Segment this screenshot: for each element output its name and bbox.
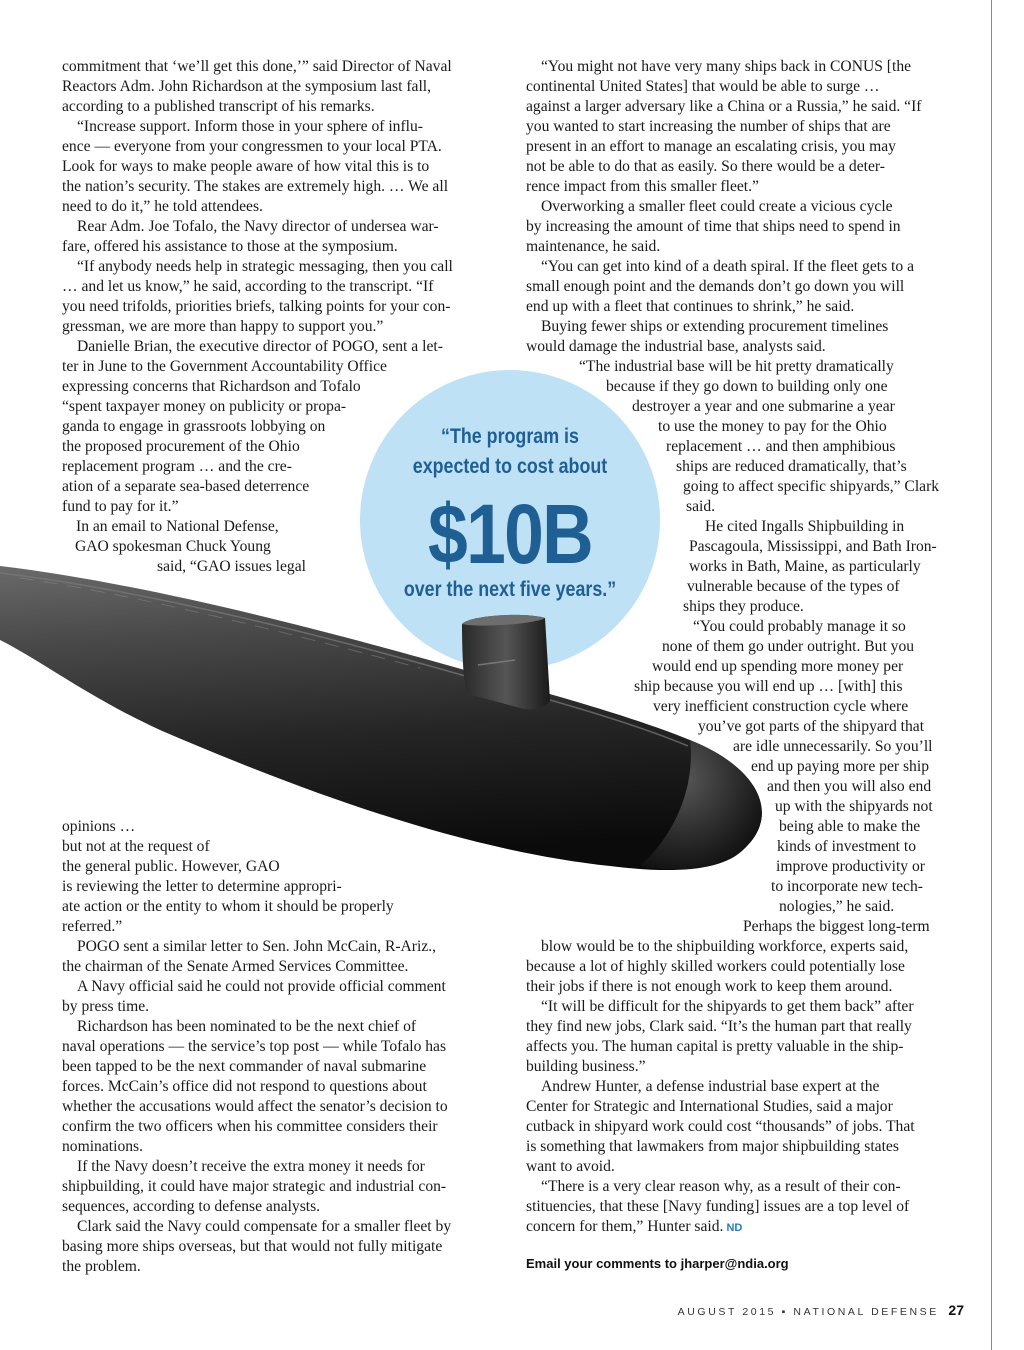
page-number: 27 (948, 1302, 964, 1318)
nd-end-mark: ND (726, 1222, 743, 1234)
text-line: Pascagoula, Mississippi, and Bath Iron- (689, 538, 937, 555)
text-line: by press time. (62, 998, 150, 1015)
text-line: affects you. The human capital is pretty valuable in the ship- (526, 1038, 904, 1055)
text-line: want to avoid. (526, 1158, 615, 1175)
text-line: ganda to engage in grassroots lobbying on (62, 418, 326, 435)
text-line: being able to make the (779, 818, 921, 835)
text-line: need to do it,” he told attendees. (62, 198, 263, 215)
text-line: small enough point and the demands don’t go down you will (526, 278, 905, 295)
pull-quote-figure: $10B (428, 487, 592, 581)
text-line: “There is a very clear reason why, as a result of their con- (541, 1178, 901, 1195)
text-line: commitment that ‘we’ll get this done,’” said Director of Naval (62, 58, 452, 75)
footer-publication: AUGUST 2015 ▪ NATIONAL DEFENSE (677, 1306, 939, 1318)
text-line: Buying fewer ships or extending procurement timelines (541, 318, 889, 335)
text-line: stituencies, that these [Navy funding] issues are a top level of (526, 1198, 910, 1215)
text-line: Danielle Brian, the executive director of POGO, sent a let- (77, 338, 443, 355)
text-line: going to affect specific shipyards,” Clark (683, 478, 940, 495)
text-line: according to a published transcript of his remarks. (62, 98, 375, 115)
text-line: referred.” (62, 918, 123, 935)
pull-quote-line-1: “The program is (441, 425, 579, 448)
text-line-content: concern for them,” Hunter said. (526, 1218, 724, 1235)
text-line: by increasing the amount of time that ships need to spend in (526, 218, 901, 235)
text-line: blow would be to the shipbuilding workforce, experts said, (541, 938, 909, 955)
text-line: kinds of investment to (777, 838, 917, 855)
text-line: are idle unnecessarily. So you’ll (733, 738, 933, 755)
text-line: you need trifolds, priorities briefs, talking points for your con- (62, 298, 451, 315)
text-line: said, “GAO issues legal (157, 558, 306, 575)
text-line: end up with a fleet that continues to shrink,” he said. (526, 298, 855, 315)
text-line: GAO spokesman Chuck Young (75, 538, 271, 555)
submarine-sail (462, 615, 550, 709)
text-line: ships are reduced dramatically, that’s (676, 458, 907, 475)
text-line: “If anybody needs help in strategic messaging, then you call (77, 258, 453, 275)
email-comments-line: Email your comments to jharper@ndia.org (526, 1256, 789, 1271)
text-line: and then you will also end (767, 778, 932, 795)
pull-quote-line-3: over the next five years.” (403, 578, 617, 601)
text-line: confirm the two officers when his committee considers their (62, 1118, 438, 1135)
text-line: you’ve got parts of the shipyard that (698, 718, 925, 735)
text-line: very inefficient construction cycle where (653, 698, 909, 715)
text-line: A Navy official said he could not provide official comment (77, 978, 446, 995)
text-line: POGO sent a similar letter to Sen. John McCain, R-Ariz., (77, 938, 437, 955)
text-line: “You could probably manage it so (693, 618, 906, 635)
text-line: vulnerable because of the types of (687, 578, 900, 595)
text-line: Clark said the Navy could compensate for a smaller fleet by (77, 1218, 452, 1235)
text-line: said. (686, 498, 716, 515)
text-line: He cited Ingalls Shipbuilding in (705, 518, 905, 535)
text-line: cutback in shipyard work could cost “thousands” of jobs. That (526, 1118, 915, 1135)
text-line: is something that lawmakers from major shipbuilding states (526, 1138, 899, 1155)
text-line: to use the money to pay for the Ohio (658, 418, 887, 435)
text-line: ate action or the entity to whom it should be properly (62, 898, 394, 915)
text-line: “You can get into kind of a death spiral. If the fleet gets to a (541, 258, 914, 275)
text-line: In an email to National Defense, (76, 518, 279, 535)
text-line: none of them go under outright. But you (662, 638, 915, 655)
text-line: If the Navy doesn’t receive the extra money it needs for (77, 1158, 425, 1175)
text-line: rence impact from this smaller fleet.” (526, 178, 759, 195)
text-line: would end up spending more money per (652, 658, 904, 675)
text-line: opinions … (62, 818, 136, 835)
text-line: works in Bath, Maine, as particularly (689, 558, 921, 575)
text-line: destroyer a year and one submarine a year (632, 398, 895, 415)
text-line: ter in June to the Government Accountability Office (62, 358, 387, 375)
text-line: nominations. (62, 1138, 143, 1155)
text-line: is reviewing the letter to determine appropri- (62, 878, 342, 895)
text-line: Rear Adm. Joe Tofalo, the Navy director of undersea war- (77, 218, 439, 235)
text-line: Look for ways to make people aware of how vital this is to (62, 158, 430, 175)
text-line: present in an effort to manage an escalating crisis, you may (526, 138, 896, 155)
text-line: improve productivity or (776, 858, 925, 875)
text-line: the general public. However, GAO (62, 858, 280, 875)
text-line: the problem. (62, 1258, 141, 1275)
text-line: basing more ships overseas, but that would not fully mitigate (62, 1238, 443, 1255)
text-line: fare, offered his assistance to those at the symposium. (62, 238, 398, 255)
text-line: replacement … and then amphibious (666, 438, 896, 455)
text-line: maintenance, he said. (526, 238, 661, 255)
text-line: because if they go down to building only one (606, 378, 888, 395)
text-line: the nation’s security. The stakes are extremely high. … We all (62, 178, 449, 195)
text-line: to incorporate new tech- (771, 878, 923, 895)
text-line (526, 1217, 742, 1237)
pull-quote-line-2: expected to cost about (412, 455, 608, 478)
text-line: shipbuilding, it could have major strategic and industrial con- (62, 1178, 447, 1195)
text-line: would damage the industrial base, analysts said. (526, 338, 826, 355)
text-line: they find new jobs, Clark said. “It’s the human part that really (526, 1018, 912, 1035)
text-line: up with the shipyards not (775, 798, 933, 815)
text-line: “spent taxpayer money on publicity or propa- (62, 398, 347, 415)
text-line: Overworking a smaller fleet could create a vicious cycle (541, 198, 893, 215)
text-line: naval operations — the service’s top post — while Tofalo has (62, 1038, 447, 1055)
text-line: “It will be difficult for the shipyards to get them back” after (541, 998, 914, 1015)
page-footer (678, 1302, 964, 1318)
text-line: building business.” (526, 1058, 646, 1075)
text-line: but not at the request of (62, 838, 210, 855)
text-line: ation of a separate sea-based deterrence (62, 478, 310, 495)
text-line: ships they produce. (683, 598, 804, 615)
text-line: not be able to do that as easily. So there would be a deter- (526, 158, 885, 175)
text-line: nologies,” he said. (779, 898, 895, 915)
text-line: because a lot of highly skilled workers could potentially lose (526, 958, 905, 975)
text-line: expressing concerns that Richardson and Tofalo (62, 378, 361, 395)
text-line: the proposed procurement of the Ohio (62, 438, 300, 455)
text-line: gressman, we are more than happy to support you.” (62, 318, 384, 335)
text-line: fund to pay for it.” (62, 498, 179, 515)
text-line: … and let us know,” he said, according to the transcript. “If (62, 278, 434, 295)
text-line: ship because you will end up … [with] this (634, 678, 903, 695)
text-line: Richardson has been nominated to be the next chief of (77, 1018, 417, 1035)
text-line: end up paying more per ship (751, 758, 929, 775)
text-line: “Increase support. Inform those in your sphere of influ- (77, 118, 423, 135)
text-line: sequences, according to defense analysts. (62, 1198, 321, 1215)
text-line: been tapped to be the next commander of naval submarine (62, 1058, 427, 1075)
text-line: “The industrial base will be hit pretty dramatically (579, 358, 894, 375)
text-line: Reactors Adm. John Richardson at the symposium last fall, (62, 78, 432, 95)
text-line: Perhaps the biggest long-term (743, 918, 930, 935)
text-line: continental United States] that would be able to surge … (526, 78, 880, 95)
text-line: ence — everyone from your congressmen to your local PTA. (62, 138, 442, 155)
text-line: whether the accusations would affect the senator’s decision to (62, 1098, 448, 1115)
text-line: their jobs if there is not enough work to keep them around. (526, 978, 893, 995)
text-line: Andrew Hunter, a defense industrial base expert at the (541, 1078, 880, 1095)
text-line: against a larger adversary like a China or a Russia,” he said. “If (526, 98, 922, 115)
text-line: forces. McCain’s office did not respond to questions about (62, 1078, 427, 1095)
text-line: Center for Strategic and International Studies, said a major (526, 1098, 893, 1115)
text-line: you wanted to start increasing the number of ships that are (526, 118, 891, 135)
text-line: replacement program … and the cre- (62, 458, 292, 475)
text-line: “You might not have very many ships back in CONUS [the (541, 58, 912, 75)
text-line: the chairman of the Senate Armed Services Committee. (62, 958, 409, 975)
